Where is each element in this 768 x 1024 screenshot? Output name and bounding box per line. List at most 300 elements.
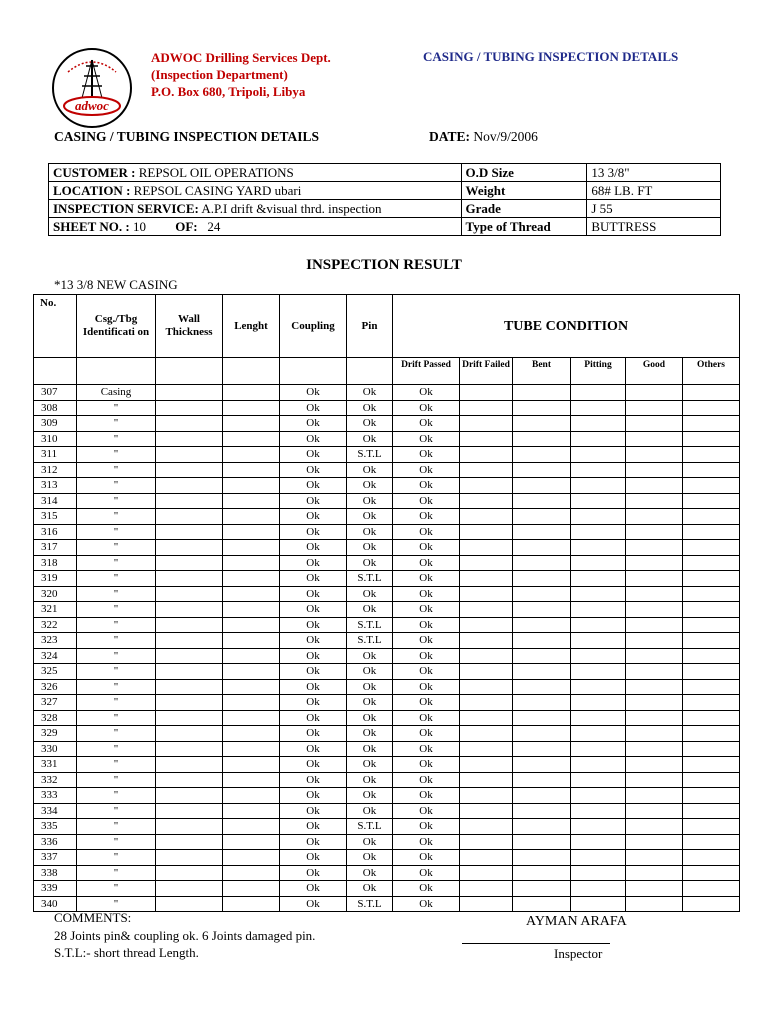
table-row (34, 602, 740, 618)
cell-good (626, 834, 683, 850)
cell-drift-failed (460, 648, 513, 664)
cell-length (223, 431, 280, 447)
cell-bent (513, 400, 571, 416)
casing-subtitle: *13 3/8 NEW CASING (54, 277, 178, 292)
table-row (34, 555, 740, 571)
cell-wall (156, 602, 223, 618)
info-row-location (49, 182, 721, 200)
cell-coupling: Ok (280, 524, 347, 540)
table-row (34, 772, 740, 788)
cell-drift-failed (460, 555, 513, 571)
cell-length (223, 540, 280, 556)
cell-good (626, 741, 683, 757)
cell-good (626, 478, 683, 494)
cell-bent (513, 555, 571, 571)
cell-pitting (571, 648, 626, 664)
cell-drift-failed (460, 803, 513, 819)
cell-drift-passed: Ok (393, 493, 460, 509)
sheet-label: SHEET NO. : (53, 219, 130, 234)
col-pitting: Pitting (571, 358, 626, 385)
cell-good (626, 493, 683, 509)
cell-others (683, 865, 740, 881)
od-value: 13 3/8" (587, 164, 721, 182)
cell-pin: S.T.L (347, 571, 393, 587)
cell-coupling: Ok (280, 493, 347, 509)
cell-good (626, 431, 683, 447)
cell-drift-passed: Ok (393, 447, 460, 463)
cell-drift-failed (460, 586, 513, 602)
cell-good (626, 648, 683, 664)
cell-no: 324 (34, 648, 77, 664)
cell-others (683, 617, 740, 633)
cell-no: 320 (34, 586, 77, 602)
cell-others (683, 695, 740, 711)
cell-wall (156, 385, 223, 401)
cell-length (223, 617, 280, 633)
weight-value: 68# LB. FT (587, 182, 721, 200)
cell-id: " (77, 819, 156, 835)
col-others: Others (683, 358, 740, 385)
service-cell (49, 200, 462, 218)
cell-others (683, 462, 740, 478)
cell-drift-failed (460, 431, 513, 447)
col-drift-passed: Drift Passed (393, 358, 460, 385)
od-label: O.D Size (461, 164, 587, 182)
service-label: INSPECTION SERVICE: (53, 201, 199, 216)
cell-no: 317 (34, 540, 77, 556)
cell-drift-failed (460, 416, 513, 432)
blank-cell (34, 358, 77, 385)
cell-no: 331 (34, 757, 77, 773)
cell-id: " (77, 664, 156, 680)
cell-no: 339 (34, 881, 77, 897)
cell-bent (513, 524, 571, 540)
weight-label: Weight (461, 182, 587, 200)
thread-value: BUTTRESS (587, 218, 721, 236)
cell-length (223, 695, 280, 711)
cell-length (223, 741, 280, 757)
company-header (151, 49, 331, 100)
cell-length (223, 555, 280, 571)
cell-good (626, 819, 683, 835)
cell-pin: Ok (347, 493, 393, 509)
cell-others (683, 896, 740, 912)
table-row (34, 695, 740, 711)
of-value: 24 (207, 219, 221, 234)
cell-pin: Ok (347, 757, 393, 773)
cell-bent (513, 447, 571, 463)
cell-pitting (571, 788, 626, 804)
cell-bent (513, 726, 571, 742)
cell-pin: Ok (347, 586, 393, 602)
cell-drift-passed: Ok (393, 695, 460, 711)
cell-drift-passed: Ok (393, 431, 460, 447)
cell-wall (156, 710, 223, 726)
cell-no: 319 (34, 571, 77, 587)
cell-pitting (571, 726, 626, 742)
page-title: CASING / TUBING INSPECTION DETAILS (54, 129, 320, 144)
cell-others (683, 385, 740, 401)
cell-bent (513, 586, 571, 602)
table-row (34, 788, 740, 804)
cell-no: 315 (34, 509, 77, 525)
header-doc-title: CASING / TUBING INSPECTION DETAILS (423, 49, 679, 64)
col-bent: Bent (513, 358, 571, 385)
cell-drift-failed (460, 834, 513, 850)
cell-others (683, 834, 740, 850)
cell-drift-failed (460, 617, 513, 633)
cell-good (626, 416, 683, 432)
cell-id: " (77, 850, 156, 866)
cell-wall (156, 679, 223, 695)
cell-bent (513, 896, 571, 912)
cell-pitting (571, 757, 626, 773)
cell-pitting (571, 447, 626, 463)
cell-id: " (77, 462, 156, 478)
table-row (34, 881, 740, 897)
cell-pin: Ok (347, 509, 393, 525)
cell-wall (156, 881, 223, 897)
cell-length (223, 757, 280, 773)
cell-drift-passed: Ok (393, 416, 460, 432)
cell-id: " (77, 571, 156, 587)
cell-pin: Ok (347, 865, 393, 881)
cell-drift-failed (460, 385, 513, 401)
cell-pin: Ok (347, 664, 393, 680)
cell-wall (156, 834, 223, 850)
cell-drift-passed: Ok (393, 648, 460, 664)
cell-pitting (571, 881, 626, 897)
cell-good (626, 664, 683, 680)
cell-no: 318 (34, 555, 77, 571)
cell-bent (513, 509, 571, 525)
company-name: ADWOC Drilling Services Dept. (151, 50, 331, 65)
cell-others (683, 493, 740, 509)
cell-bent (513, 772, 571, 788)
signature-line (462, 943, 610, 944)
cell-pin: Ok (347, 834, 393, 850)
cell-good (626, 788, 683, 804)
cell-others (683, 741, 740, 757)
cell-drift-passed: Ok (393, 540, 460, 556)
cell-bent (513, 431, 571, 447)
cell-id: " (77, 710, 156, 726)
company-address: P.O. Box 680, Tripoli, Libya (151, 84, 306, 99)
cell-good (626, 757, 683, 773)
table-row (34, 493, 740, 509)
cell-pin: Ok (347, 772, 393, 788)
cell-wall (156, 540, 223, 556)
cell-drift-passed: Ok (393, 772, 460, 788)
cell-id: " (77, 586, 156, 602)
cell-others (683, 679, 740, 695)
department-name: (Inspection Department) (151, 67, 288, 82)
sheet-cell (49, 218, 462, 236)
cell-pin: Ok (347, 726, 393, 742)
cell-length (223, 509, 280, 525)
table-row (34, 617, 740, 633)
cell-wall (156, 524, 223, 540)
cell-length (223, 726, 280, 742)
cell-pitting (571, 524, 626, 540)
cell-wall (156, 617, 223, 633)
cell-length (223, 819, 280, 835)
cell-bent (513, 834, 571, 850)
comments-line-2: S.T.L:- short thread Length. (54, 945, 199, 960)
col-length: Lenght (223, 295, 280, 358)
cell-good (626, 385, 683, 401)
table-row (34, 757, 740, 773)
cell-id: " (77, 648, 156, 664)
cell-coupling: Ok (280, 788, 347, 804)
cell-drift-failed (460, 850, 513, 866)
cell-no: 323 (34, 633, 77, 649)
cell-others (683, 602, 740, 618)
cell-others (683, 431, 740, 447)
cell-coupling: Ok (280, 850, 347, 866)
cell-good (626, 400, 683, 416)
cell-id: " (77, 416, 156, 432)
cell-pitting (571, 850, 626, 866)
blank-cell (77, 358, 156, 385)
cell-drift-passed: Ok (393, 803, 460, 819)
blank-cell (223, 358, 280, 385)
table-row (34, 710, 740, 726)
cell-drift-failed (460, 881, 513, 897)
cell-bent (513, 865, 571, 881)
cell-others (683, 447, 740, 463)
location-cell (49, 182, 462, 200)
cell-drift-passed: Ok (393, 571, 460, 587)
cell-pin: Ok (347, 648, 393, 664)
cell-no: 314 (34, 493, 77, 509)
cell-wall (156, 633, 223, 649)
cell-pitting (571, 865, 626, 881)
cell-pitting (571, 834, 626, 850)
info-row-customer (49, 164, 721, 182)
cell-drift-failed (460, 447, 513, 463)
cell-others (683, 540, 740, 556)
grade-value: J 55 (587, 200, 721, 218)
info-table (48, 163, 721, 236)
cell-id: " (77, 431, 156, 447)
cell-wall (156, 447, 223, 463)
cell-pin: S.T.L (347, 819, 393, 835)
cell-drift-passed: Ok (393, 881, 460, 897)
cell-good (626, 772, 683, 788)
cell-coupling: Ok (280, 400, 347, 416)
cell-pin: Ok (347, 710, 393, 726)
cell-good (626, 617, 683, 633)
cell-drift-passed: Ok (393, 478, 460, 494)
cell-good (626, 633, 683, 649)
cell-drift-passed: Ok (393, 664, 460, 680)
cell-pitting (571, 493, 626, 509)
cell-wall (156, 586, 223, 602)
cell-no: 307 (34, 385, 77, 401)
cell-drift-failed (460, 462, 513, 478)
cell-id: " (77, 757, 156, 773)
cell-wall (156, 462, 223, 478)
grade-label: Grade (461, 200, 587, 218)
cell-length (223, 400, 280, 416)
cell-length (223, 633, 280, 649)
cell-drift-failed (460, 571, 513, 587)
cell-bent (513, 462, 571, 478)
logo-text: adwoc (75, 98, 109, 113)
cell-wall (156, 757, 223, 773)
cell-coupling: Ok (280, 834, 347, 850)
cell-id: " (77, 726, 156, 742)
cell-no: 325 (34, 664, 77, 680)
cell-coupling: Ok (280, 462, 347, 478)
cell-good (626, 447, 683, 463)
cell-no: 326 (34, 679, 77, 695)
cell-pin: Ok (347, 695, 393, 711)
cell-pin: S.T.L (347, 896, 393, 912)
cell-drift-passed: Ok (393, 385, 460, 401)
cell-wall (156, 493, 223, 509)
cell-wall (156, 726, 223, 742)
sheet-value: 10 (132, 219, 146, 234)
cell-others (683, 726, 740, 742)
comments-line-1: 28 Joints pin& coupling ok. 6 Joints damaged pin. (54, 927, 316, 943)
table-row (34, 741, 740, 757)
cell-coupling: Ok (280, 865, 347, 881)
cell-others (683, 819, 740, 835)
cell-drift-passed: Ok (393, 602, 460, 618)
cell-drift-passed: Ok (393, 834, 460, 850)
cell-length (223, 493, 280, 509)
cell-coupling: Ok (280, 571, 347, 587)
cell-pitting (571, 772, 626, 788)
cell-drift-failed (460, 896, 513, 912)
cell-bent (513, 695, 571, 711)
cell-coupling: Ok (280, 679, 347, 695)
cell-drift-passed: Ok (393, 741, 460, 757)
cell-good (626, 850, 683, 866)
cell-good (626, 896, 683, 912)
cell-no: 332 (34, 772, 77, 788)
table-row (34, 416, 740, 432)
cell-drift-failed (460, 788, 513, 804)
col-drift-failed: Drift Failed (460, 358, 513, 385)
cell-drift-passed: Ok (393, 850, 460, 866)
cell-good (626, 509, 683, 525)
cell-pitting (571, 431, 626, 447)
cell-drift-passed: Ok (393, 524, 460, 540)
cell-coupling: Ok (280, 819, 347, 835)
cell-others (683, 524, 740, 540)
cell-coupling: Ok (280, 478, 347, 494)
cell-coupling: Ok (280, 695, 347, 711)
cell-drift-passed: Ok (393, 462, 460, 478)
cell-id: " (77, 509, 156, 525)
inspector-label: Inspector (554, 946, 603, 961)
table-row (34, 524, 740, 540)
cell-pitting (571, 633, 626, 649)
cell-pin: Ok (347, 679, 393, 695)
cell-wall (156, 741, 223, 757)
cell-others (683, 648, 740, 664)
cell-drift-failed (460, 478, 513, 494)
cell-others (683, 664, 740, 680)
cell-no: 329 (34, 726, 77, 742)
cell-pitting (571, 695, 626, 711)
cell-pin: Ok (347, 524, 393, 540)
cell-no: 328 (34, 710, 77, 726)
cell-pitting (571, 385, 626, 401)
cell-pin: Ok (347, 462, 393, 478)
cell-bent (513, 741, 571, 757)
cell-length (223, 803, 280, 819)
cell-length (223, 602, 280, 618)
cell-drift-failed (460, 772, 513, 788)
cell-no: 338 (34, 865, 77, 881)
cell-pitting (571, 741, 626, 757)
cell-id: " (77, 679, 156, 695)
table-row (34, 648, 740, 664)
cell-wall (156, 400, 223, 416)
table-row (34, 865, 740, 881)
table-row (34, 462, 740, 478)
cell-length (223, 571, 280, 587)
cell-no: 310 (34, 431, 77, 447)
cell-wall (156, 478, 223, 494)
cell-id: " (77, 695, 156, 711)
cell-good (626, 695, 683, 711)
cell-wall (156, 648, 223, 664)
cell-drift-failed (460, 509, 513, 525)
cell-pin: Ok (347, 788, 393, 804)
cell-pin: Ok (347, 416, 393, 432)
table-row (34, 850, 740, 866)
cell-wall (156, 695, 223, 711)
cell-pin: Ok (347, 478, 393, 494)
table-row (34, 540, 740, 556)
cell-coupling: Ok (280, 385, 347, 401)
cell-bent (513, 648, 571, 664)
cell-drift-passed: Ok (393, 555, 460, 571)
cell-good (626, 524, 683, 540)
cell-drift-failed (460, 757, 513, 773)
cell-bent (513, 385, 571, 401)
cell-pitting (571, 602, 626, 618)
cell-others (683, 478, 740, 494)
cell-drift-passed: Ok (393, 757, 460, 773)
table-row (34, 834, 740, 850)
cell-wall (156, 555, 223, 571)
cell-others (683, 803, 740, 819)
cell-pin: Ok (347, 602, 393, 618)
table-header-row (34, 295, 740, 358)
cell-others (683, 586, 740, 602)
cell-pitting (571, 819, 626, 835)
table-row (34, 819, 740, 835)
cell-pitting (571, 540, 626, 556)
cell-wall (156, 788, 223, 804)
cell-pin: Ok (347, 741, 393, 757)
col-wall-thickness: Wall Thickness (156, 295, 223, 358)
cell-no: 313 (34, 478, 77, 494)
cell-pin: Ok (347, 400, 393, 416)
cell-id: " (77, 803, 156, 819)
cell-good (626, 803, 683, 819)
cell-drift-passed: Ok (393, 586, 460, 602)
cell-pitting (571, 710, 626, 726)
cell-pitting (571, 896, 626, 912)
cell-bent (513, 633, 571, 649)
